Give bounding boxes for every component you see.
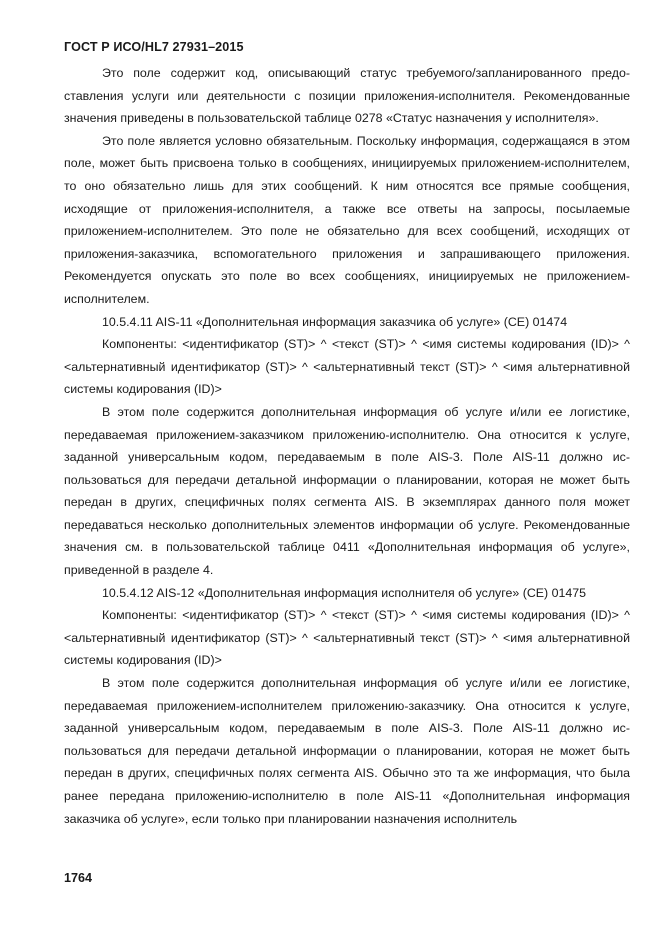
section-heading-ais-12: 10.5.4.12 AIS-12 «Дополнительная информация исполнителя об услуге» (CE) 01475: [102, 585, 587, 600]
paragraph-components-ais-11: Компоненты: <идентификатор (ST)> ^ <текст (ST)> ^ <имя системы кодирования (ID)> ^ <альтернативный идентификатор (ST)> ^ <альтернативный текст (ST)> ^ <имя альтернативной системы кодирования (ID)>: [64, 337, 630, 397]
paragraph-status-code: Это поле содержит код, описывающий статус требуемого/запланированного предоставления услуги или деятельности с позиции приложения-исполнителя. Рекомендованные значения приведены в пользовательской таблице 0278 «Статус назначения у исполнителя».: [64, 66, 630, 126]
paragraph-components-ais-12: Компоненты: <идентификатор (ST)> ^ <текст (ST)> ^ <имя системы кодирования (ID)> ^ <альтернативный идентификатор (ST)> ^ <альтернативный текст (ST)> ^ <имя альтернативной системы кодирования (ID)>: [64, 608, 630, 668]
document-header: ГОСТ Р ИСО/HL7 27931–2015: [64, 40, 244, 54]
section-heading-ais-11: 10.5.4.11 AIS-11 «Дополнительная информация заказчика об услуге» (CE) 01474: [102, 314, 568, 329]
paragraph-conditional: Это поле является условно обязательным. Поскольку информация, содержащаяся в этом поле, может быть присвоена только в сообщениях, инициируемых приложением-исполнителем, то оно обязательно лишь для этих сообщений. К ним относятся все прямые сообщения, исходящие от приложения-исполнителя, а также все ответы на запросы, посылаемые приложением-исполнителем. Это поле не обязательно для всех сообщений, исходящих от приложения-заказчика, вспомогательного приложения и запрашивающего приложения. Рекомендуется опускать это поле во всех сообщениях, инициируемых не приложением-исполнителем.: [64, 133, 630, 306]
body-text: [64, 62, 630, 830]
paragraph-ais-11-description: В этом поле содержится дополнительная информация об услуге и/или ее логистике, передаваемая приложением-заказчиком приложению-исполнителю. Она относится к услуге, заданной универсальным кодом, передаваемым в поле AIS-3. Поле AIS-11 должно использоваться для передачи детальной информации о планировании, которая не может быть передан в других, специфичных полях сегмента AIS. В экземплярах данного поля может передаваться несколько дополнительных элементов информации об услуге. Рекомендованные значения см. в пользовательской таблице 0411 «Дополнительная информация об услуге», приведенной в разделе 4.: [64, 404, 630, 578]
page-number: 1764: [64, 871, 93, 885]
paragraph-ais-12-description: В этом поле содержится дополнительная информация об услуге и/или ее логистике, передаваемая приложением-исполнителем приложению-заказчику. Она относится к услуге, заданной универсальным кодом, передаваемым в поле AIS-3. Поле AIS-11 должно использоваться для передачи детальной информации о планировании, которая не может быть передан в других, специфичных полях сегмента AIS. Обычно это та же информация, что была ранее передана приложению-исполнителю в поле AIS-11 «Дополнительная информация заказчика об услуге», если только при планировании назначения исполнитель: [64, 676, 630, 826]
